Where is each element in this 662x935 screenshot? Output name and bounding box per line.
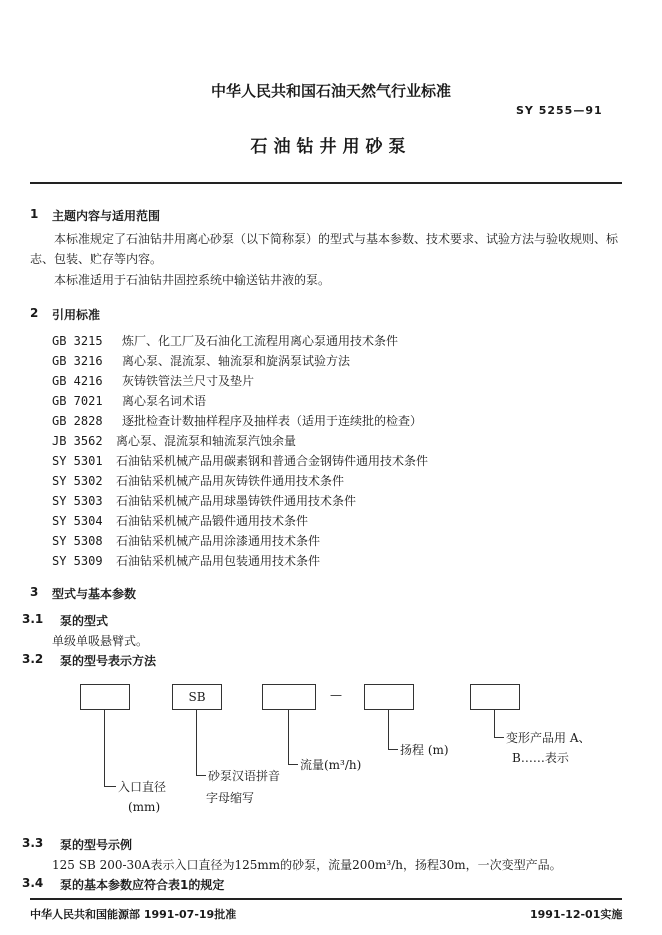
reference-code: GB 7021: [52, 394, 103, 408]
section-1-heading: 主题内容与适用范围: [52, 209, 161, 223]
reference-code: SY 5308: [52, 534, 103, 548]
section-1-paragraph-2: 本标准适用于石油钻井固控系统中输送钻井液的泵。: [54, 273, 331, 287]
pump-abbrev-label-line1: 砂泵汉语拼音: [208, 769, 281, 783]
reference-title: 灰铸铁管法兰尺寸及垫片: [122, 374, 255, 388]
flow-leader-vertical: [288, 709, 289, 764]
reference-title: 石油钻采机械产品用涂漆通用技术条件: [116, 534, 321, 548]
reference-item: [52, 370, 428, 390]
section-1-paragraph-1: 本标准规定了石油钻井用离心砂泵（以下简称泵）的型式与基本参数、技术要求、试验方法与验收规则、标志、包装、贮存等内容。: [30, 232, 619, 266]
reference-title: 石油钻采机械产品用包装通用技术条件: [116, 554, 321, 568]
section-3-heading: 型式与基本参数: [52, 587, 137, 601]
inlet-diameter-box: [80, 684, 130, 710]
inlet-leader-horizontal: [104, 786, 116, 787]
pump-leader-horizontal: [196, 775, 206, 776]
head-box: [364, 684, 414, 710]
inlet-diameter-unit: (mm): [128, 800, 161, 814]
flow-label: 流量(m³/h): [300, 758, 362, 772]
reference-title: 离心泵名词术语: [122, 394, 207, 408]
section-3-2-heading: 泵的型号表示方法: [60, 654, 157, 668]
section-3-1-number: 3.1: [22, 612, 44, 626]
reference-item: [52, 410, 428, 430]
reference-code: GB 3215: [52, 334, 103, 348]
reference-item: [52, 530, 428, 550]
reference-code: GB 3216: [52, 354, 103, 368]
reference-item: [52, 510, 428, 530]
reference-item: [52, 450, 428, 470]
section-2-number: 2: [30, 306, 39, 320]
reference-item: [52, 470, 428, 490]
variant-leader-vertical: [494, 709, 495, 737]
standard-code: SY 5255—91: [516, 104, 603, 117]
reference-code: SY 5301: [52, 454, 103, 468]
diagram-dash: —: [330, 688, 342, 702]
inlet-diameter-label: 入口直径: [118, 780, 167, 794]
reference-code: SY 5303: [52, 494, 103, 508]
flow-box: [262, 684, 316, 710]
head-leader-vertical: [388, 709, 389, 749]
reference-item: [52, 430, 428, 450]
reference-title: 离心泵、混流泵和轴流泵汽蚀余量: [116, 434, 297, 448]
reference-code: GB 2828: [52, 414, 103, 428]
reference-item: [52, 490, 428, 510]
footer-divider: [30, 898, 622, 900]
head-leader-horizontal: [388, 749, 398, 750]
reference-list: [52, 330, 428, 570]
section-3-1-text: 单级单吸悬臂式。: [52, 634, 149, 648]
reference-title: 石油钻采机械产品用球墨铸铁件通用技术条件: [116, 494, 357, 508]
pump-code-box: [172, 684, 222, 710]
effective-date: 1991-12-01实施: [530, 908, 623, 921]
reference-title: 石油钻采机械产品用灰铸铁件通用技术条件: [116, 474, 345, 488]
reference-code: SY 5302: [52, 474, 103, 488]
reference-title: 石油钻采机械产品用碳素钢和普通合金钢铸件通用技术条件: [116, 454, 429, 468]
pump-abbrev-label-line2: 字母缩写: [206, 791, 255, 805]
reference-item: [52, 330, 428, 350]
pump-code-label: SB: [188, 690, 206, 704]
reference-code: SY 5309: [52, 554, 103, 568]
section-3-2-number: 3.2: [22, 652, 44, 666]
pump-leader-vertical: [196, 709, 197, 775]
section-3-3-number: 3.3: [22, 836, 44, 850]
reference-item: [52, 350, 428, 370]
variant-leader-horizontal: [494, 737, 504, 738]
inlet-leader-vertical: [104, 709, 105, 786]
reference-title: 离心泵、混流泵、轴流泵和旋涡泵试验方法: [122, 354, 351, 368]
approval-line: 中华人民共和国能源部 1991-07-19批准: [30, 908, 237, 921]
standard-organization: 中华人民共和国石油天然气行业标准: [210, 82, 451, 100]
reference-item: [52, 550, 428, 570]
document-title: 石油钻井用砂泵: [250, 137, 412, 157]
section-3-4-heading: 泵的基本参数应符合表1的规定: [60, 878, 225, 892]
flow-leader-horizontal: [288, 764, 298, 765]
reference-title: 炼厂、化工厂及石油化工流程用离心泵通用技术条件: [122, 334, 399, 348]
variant-label-line2: B……表示: [512, 751, 569, 765]
reference-item: [52, 390, 428, 410]
reference-title: 石油钻采机械产品锻件通用技术条件: [116, 514, 309, 528]
section-3-3-heading: 泵的型号示例: [60, 838, 133, 852]
variant-label-line1: 变形产品用 A、: [506, 731, 591, 745]
reference-title: 逐批检查计数抽样程序及抽样表（适用于连续批的检查）: [122, 414, 423, 428]
section-3-1-heading: 泵的型式: [60, 614, 109, 628]
reference-code: SY 5304: [52, 514, 103, 528]
variant-box: [470, 684, 520, 710]
section-3-4-number: 3.4: [22, 876, 44, 890]
reference-code: GB 4216: [52, 374, 103, 388]
section-3-3-text: 125 SB 200-30A表示入口直径为125mm的砂泵，流量200m³/h，扬程30m，一次变型产品。: [52, 858, 562, 872]
head-label: 扬程 (m): [400, 743, 449, 757]
section-2-heading: 引用标准: [52, 308, 101, 322]
section-1-number: 1: [30, 207, 39, 221]
reference-code: JB 3562: [52, 434, 103, 448]
section-3-number: 3: [30, 585, 39, 599]
title-divider: [30, 182, 622, 184]
